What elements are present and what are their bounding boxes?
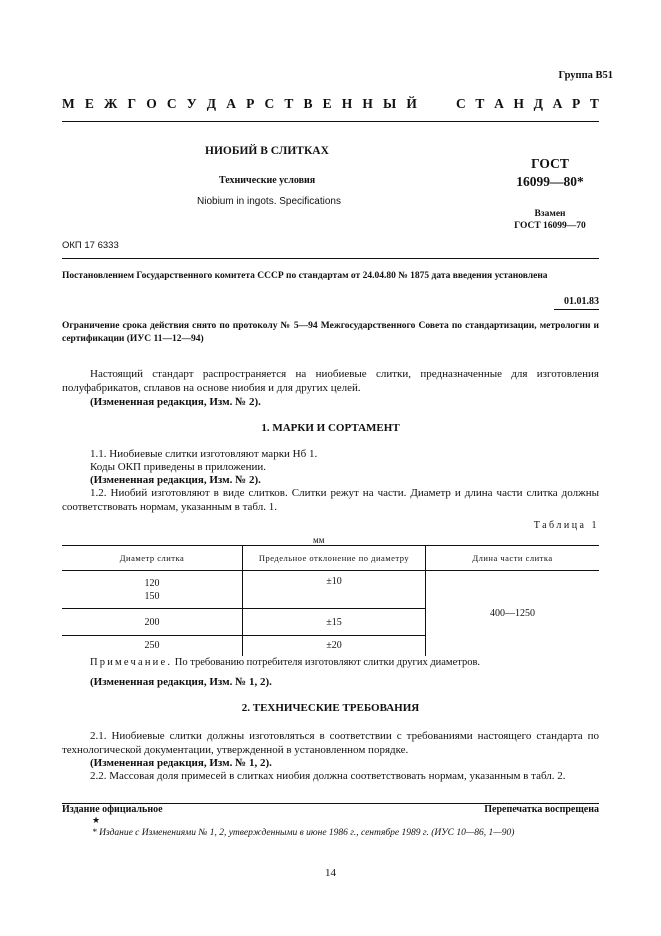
- table-1-caption: Таблица 1: [533, 520, 599, 531]
- effective-date: 01.01.83: [564, 296, 599, 307]
- group-code: Группа В51: [558, 70, 613, 81]
- diameter-cell: [62, 571, 243, 609]
- star-icon: ★: [92, 815, 101, 825]
- document-subtitle: Технические условия: [219, 175, 316, 186]
- clause-1-2: 1.2. Ниобий изготовляют в виде слитков. Слитки режут на части. Диаметр и длина части слитка должны соответствовать нормам, указанным в табл. 1.: [62, 487, 599, 513]
- table-header-row: [62, 546, 599, 571]
- gost-code: 16099—80*: [516, 174, 584, 189]
- banner-letter: Т: [284, 96, 294, 111]
- banner-letter: В: [303, 96, 313, 111]
- banner-letter: Ж: [104, 96, 118, 111]
- note-label: Примечание.: [90, 657, 173, 668]
- document-title: НИОБИЙ В СЛИТКАХ: [205, 145, 329, 157]
- official-edition: Издание официальное: [62, 804, 163, 815]
- banner-letter: У: [186, 96, 197, 111]
- banner-letter: С: [166, 96, 177, 111]
- gost-label: ГОСТ: [531, 156, 569, 171]
- banner-letter: М: [62, 96, 75, 111]
- deviation-cell: ±15: [243, 609, 426, 636]
- banner-letter: Е: [322, 96, 332, 111]
- deviation-cell: ±10: [243, 571, 426, 609]
- banner-letter: Й: [406, 96, 417, 111]
- banner-letter: Т: [589, 96, 599, 111]
- header-diameter: Диаметр слитка: [62, 546, 243, 571]
- section-2-amendment: (Измененная редакция, Изм. № 1, 2).: [90, 757, 272, 769]
- footnote: * Издание с Изменениями № 1, 2, утвержденными в июне 1986 г., сентябре 1989 г. (ИУС 10—86, 1—90): [92, 828, 515, 838]
- banner-letter: Р: [246, 96, 255, 111]
- section-1-heading: 1. МАРКИ И СОРТАМЕНТ: [261, 422, 400, 434]
- banner-letter: О: [146, 96, 157, 111]
- limitation-text: Ограничение срока действия снято по протоколу № 5—94 Межгосударственного Совета по стандартизации, метрологии и сертификации (ИУС 11—12—94): [62, 321, 599, 344]
- section-1-amendment: (Измененная редакция, Изм. № 2).: [90, 474, 261, 486]
- banner-left: [62, 96, 417, 112]
- english-title: Niobium in ingots. Specifications: [197, 196, 341, 207]
- banner-letter: Р: [572, 96, 581, 111]
- diameter-value: 120: [144, 577, 160, 589]
- table-1: [62, 545, 599, 656]
- banner-letter: С: [264, 96, 275, 111]
- gost-number: [495, 155, 605, 191]
- banner-letter: Ы: [383, 96, 397, 111]
- banner-letter: А: [226, 96, 236, 111]
- replaces-block: [500, 208, 600, 232]
- diameter-cell: 200: [62, 609, 243, 636]
- standard-banner: [62, 96, 599, 112]
- okp-rule: [62, 258, 599, 259]
- note-text: По требованию потребителя изготовляют слитки других диаметров.: [172, 657, 481, 668]
- intro-amendment: (Измененная редакция, Изм. № 2).: [90, 396, 261, 408]
- banner-letter: А: [494, 96, 504, 111]
- banner-letter: С: [456, 96, 466, 111]
- table-1-unit: мм: [313, 535, 325, 545]
- banner-letter: Е: [84, 96, 94, 111]
- header-length: Длина части слитка: [426, 546, 600, 571]
- banner-letter: Н: [341, 96, 353, 111]
- table-row: [62, 571, 599, 609]
- banner-letter: Н: [513, 96, 524, 111]
- top-rule: [62, 121, 599, 122]
- reprint-notice: Перепечатка воспрещена: [484, 804, 599, 815]
- date-underline: [554, 309, 599, 310]
- length-cell: 400—1250: [426, 571, 600, 656]
- intro-paragraph: Настоящий стандарт распространяется на ниобиевые слитки, предназначенные для изготовления полуфабрикатов, сплавов на основе ниобия и для других целей.: [62, 368, 599, 394]
- banner-letter: Н: [362, 96, 373, 111]
- replaces-code: ГОСТ 16099—70: [514, 221, 586, 231]
- okp-note: Коды ОКП приведены в приложении.: [90, 461, 267, 473]
- deviation-cell: ±20: [243, 636, 426, 656]
- note-amendment: (Измененная редакция, Изм. № 1, 2).: [90, 676, 272, 688]
- banner-letter: Д: [206, 96, 217, 111]
- clause-2-1: 2.1. Ниобиевые слитки должны изготовляться в соответствии с требованиями настоящего стандарта по технологической документации, утвержденной в установленном порядке.: [62, 730, 599, 756]
- banner-letter: Д: [533, 96, 543, 111]
- section-2-heading: 2. ТЕХНИЧЕСКИЕ ТРЕБОВАНИЯ: [241, 702, 420, 714]
- okp-code: ОКП 17 6333: [62, 240, 119, 251]
- header-deviation: Предельное отклонение по диаметру: [243, 546, 426, 571]
- clause-2-2: 2.2. Массовая доля примесей в слитках ниобия должна соответствовать нормам, указанным в табл. 2.: [90, 770, 566, 782]
- banner-letter: Т: [475, 96, 485, 111]
- decree-text: Постановлением Государственного комитета СССР по стандартам от 24.04.80 № 1875 дата введения установлена: [62, 271, 548, 281]
- diameter-value: 150: [144, 590, 160, 602]
- page-number: 14: [325, 867, 336, 879]
- replaces-label: Взамен: [534, 209, 566, 219]
- banner-letter: Г: [127, 96, 137, 111]
- banner-letter: А: [552, 96, 563, 111]
- table-note: [90, 657, 480, 668]
- banner-right: [456, 96, 599, 112]
- clause-1-1: 1.1. Ниобиевые слитки изготовляют марки Нб 1.: [90, 448, 318, 460]
- diameter-cell: 250: [144, 640, 160, 652]
